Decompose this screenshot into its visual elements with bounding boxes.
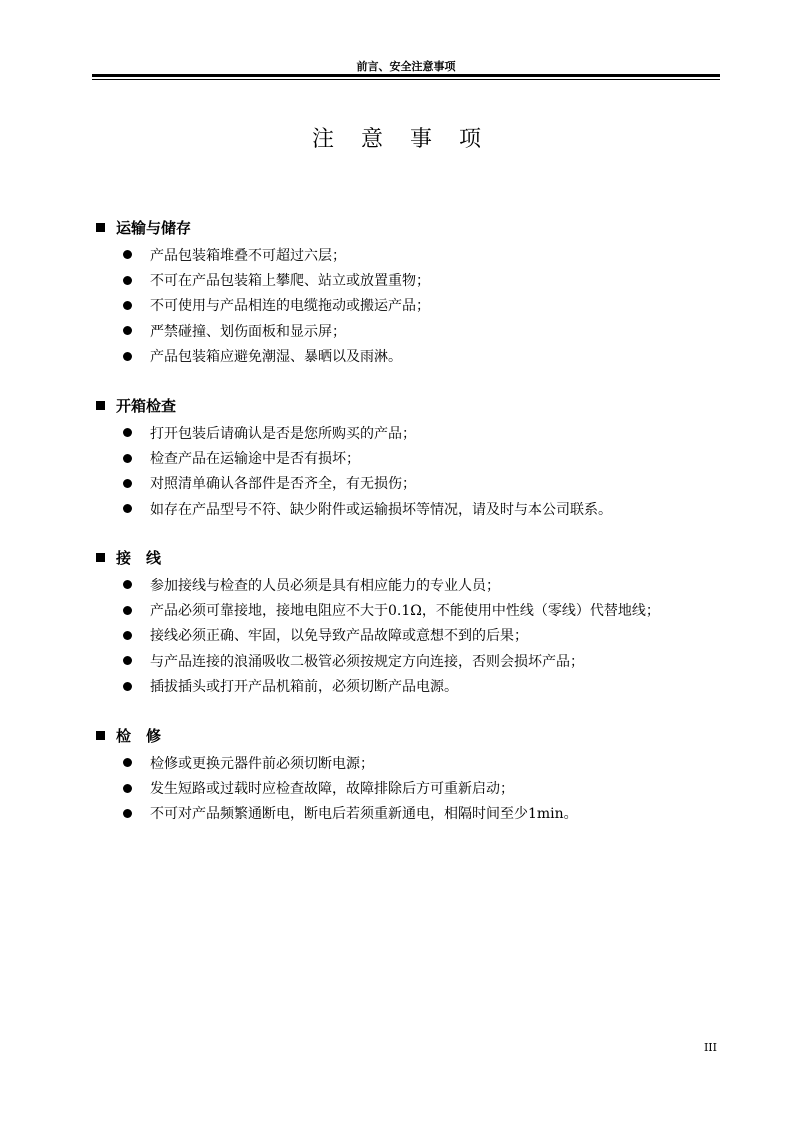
section-heading — [96, 546, 736, 568]
square-bullet-icon — [96, 401, 105, 410]
list-item — [96, 597, 736, 622]
list-item — [96, 242, 736, 267]
section-heading — [96, 724, 736, 746]
list-item-text: 对照清单确认各部件是否齐全，有无损伤； — [150, 476, 416, 493]
list-item-text: 插拔插头或打开产品机箱前，必须切断产品电源。 — [150, 679, 458, 696]
square-bullet-icon — [96, 553, 105, 562]
list-item-text: 不可对产品频繁通断电，断电后若须重新通电，相隔时间至少1min。 — [150, 806, 578, 823]
list-item-text: 发生短路或过载时应检查故障，故障排除后方可重新启动； — [150, 781, 514, 798]
header-rule-thin — [92, 79, 720, 80]
bullet-icon — [123, 631, 132, 640]
list-item-text: 接线必须正确、牢固，以免导致产品故障或意想不到的后果； — [150, 628, 528, 645]
bullet-icon — [123, 758, 132, 767]
bullet-icon — [123, 352, 132, 361]
list-item-text: 检修或更换元器件前必须切断电源； — [150, 755, 374, 772]
section-heading-text: 开箱检查 — [116, 396, 177, 415]
bullet-icon — [123, 504, 132, 513]
list-item-text: 如存在产品型号不符、缺少附件或运输损坏等情况，请及时与本公司联系。 — [150, 501, 612, 518]
bullet-icon — [123, 656, 132, 665]
bullet-icon — [123, 428, 132, 437]
list-item — [96, 750, 736, 775]
bullet-icon — [123, 454, 132, 463]
list-item — [96, 318, 736, 343]
list-item — [96, 775, 736, 800]
bullet-icon — [123, 479, 132, 488]
section-heading-text: 检 修 — [116, 726, 162, 745]
page-title: 注 意 事 项 — [312, 127, 491, 152]
bullet-icon — [123, 606, 132, 615]
page-number: III — [703, 1041, 717, 1054]
list-item — [96, 344, 736, 369]
bullet-icon — [123, 301, 132, 310]
item-list — [96, 572, 736, 699]
list-item-text: 不可使用与产品相连的电缆拖动或搬运产品； — [150, 298, 430, 315]
square-bullet-icon — [96, 731, 105, 740]
section-heading — [96, 216, 736, 238]
list-item-text: 打开包装后请确认是否是您所购买的产品； — [150, 425, 416, 442]
list-item-text: 参加接线与检查的人员必须是具有相应能力的专业人员； — [150, 577, 500, 594]
list-item-text: 产品必须可靠接地，接地电阻应不大于0.1Ω，不能使用中性线（零线）代替地线； — [150, 603, 660, 620]
list-item — [96, 445, 736, 470]
list-item-text: 产品包装箱堆叠不可超过六层； — [150, 247, 346, 264]
list-item — [96, 471, 736, 496]
section-heading-text: 运输与储存 — [116, 218, 192, 237]
item-list — [96, 420, 736, 522]
section-wiring — [96, 546, 736, 699]
square-bullet-icon — [96, 223, 105, 232]
bullet-icon — [123, 784, 132, 793]
list-item — [96, 496, 736, 521]
list-item-text: 与产品连接的浪涌吸收二极管必须按规定方向连接，否则会损坏产品； — [150, 653, 584, 670]
bullet-icon — [123, 809, 132, 818]
list-item — [96, 420, 736, 445]
bullet-icon — [123, 682, 132, 691]
item-list — [96, 750, 736, 826]
bullet-icon — [123, 250, 132, 259]
bullet-icon — [123, 276, 132, 285]
list-item-text: 严禁碰撞、划伤面板和显示屏； — [150, 323, 346, 340]
list-item-text: 不可在产品包装箱上攀爬、站立或放置重物； — [150, 273, 430, 290]
list-item — [96, 623, 736, 648]
section-unpacking-inspection — [96, 394, 736, 522]
bullet-icon — [123, 326, 132, 335]
bullet-icon — [123, 580, 132, 589]
list-item-text: 产品包装箱应避免潮湿、暴晒以及雨淋。 — [150, 349, 402, 366]
section-transport-storage — [96, 216, 736, 369]
list-item — [96, 648, 736, 673]
section-heading-text: 接 线 — [116, 548, 162, 567]
header-rule-thick — [92, 74, 720, 77]
list-item — [96, 801, 736, 826]
list-item-text: 检查产品在运输途中是否有损坏； — [150, 451, 360, 468]
section-maintenance — [96, 724, 736, 826]
header-title: 前言、安全注意事项 — [356, 60, 456, 73]
list-item — [96, 293, 736, 318]
list-item — [96, 674, 736, 699]
list-item — [96, 572, 736, 597]
section-heading — [96, 394, 736, 416]
item-list — [96, 242, 736, 369]
list-item — [96, 267, 736, 292]
